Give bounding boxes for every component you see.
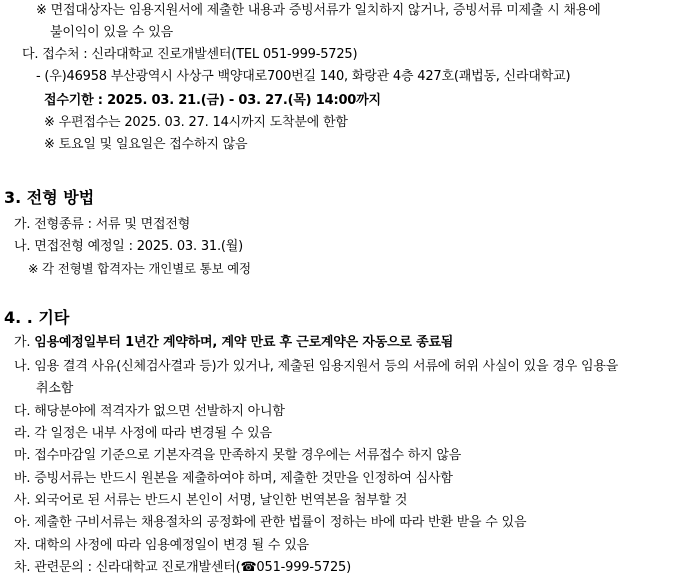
list-item: 자. 대학의 사정에 따라 임용예정일이 변경 될 수 있음: [14, 538, 309, 553]
list-item: 아. 제출한 구비서류는 채용절차의 공정화에 관한 법률이 정하는 바에 따라 반환 받을 수 있음: [14, 515, 527, 530]
note-mail: ※ 우편접수는 2025. 03. 27. 14시까지 도착분에 한함: [44, 115, 348, 130]
note-weekend: ※ 토요일 및 일요일은 접수하지 않음: [44, 137, 248, 152]
receipt-address: - (우)46958 부산광역시 사상구 백양대로700번길 140, 화랑관 4층 427호(괘법동, 신라대학교): [36, 69, 571, 84]
list-item: [14, 334, 453, 352]
section3-heading: 3. 전형 방법: [4, 188, 95, 207]
list-item: 바. 증빙서류는 반드시 원본을 제출하여야 하며, 제출한 것만을 인정하여 심사함: [14, 471, 453, 486]
receipt-deadline: 접수기한 : 2025. 03. 21.(금) - 03. 27.(목) 14:00까지: [44, 93, 381, 108]
list-item: 마. 접수마감일 기준으로 기본자격을 만족하지 못할 경우에는 서류접수 하지 않음: [14, 448, 462, 463]
note-interview-continued: 불이익이 있을 수 있음: [50, 25, 174, 40]
list-item-contact: 차. 관련문의 : 신라대학교 진로개발센터(☎051-999-5725): [14, 560, 351, 575]
list-item: 라. 각 일정은 내부 사정에 따라 변경될 수 있음: [14, 426, 272, 441]
section3-interview-date: 나. 면접전형 예정일 : 2025. 03. 31.(월): [14, 239, 244, 254]
list-item: 다. 해당분야에 적격자가 없으면 선발하지 아니함: [14, 404, 285, 419]
note-interview: ※ 면접대상자는 임용지원서에 제출한 내용과 증빙서류가 일치하지 않거나, 증빙서류 미제출 시 채용에: [36, 3, 601, 18]
contract-term: 임용예정일부터 1년간 계약하며, 계약 만료 후 근로계약은 자동으로 종료됨: [34, 335, 454, 350]
section3-note: ※ 각 전형별 합격자는 개인별로 통보 예정: [28, 261, 251, 276]
item-prefix: 가.: [14, 335, 35, 350]
list-item: 나. 임용 결격 사유(신체검사결과 등)가 있거나, 제출된 임용지원서 등의 서류에 허위 사실이 있을 경우 임용을: [14, 359, 619, 374]
list-item-continued: 취소함: [36, 381, 74, 396]
section4-heading: 4. . 기타: [4, 308, 70, 327]
list-item: 사. 외국어로 된 서류는 반드시 본인이 서명, 날인한 번역본을 첨부할 것: [14, 493, 408, 508]
section3-type: 가. 전형종류 : 서류 및 면접전형: [14, 217, 191, 232]
receipt-office: 다. 접수처 : 신라대학교 진로개발센터(TEL 051-999-5725): [22, 47, 358, 62]
